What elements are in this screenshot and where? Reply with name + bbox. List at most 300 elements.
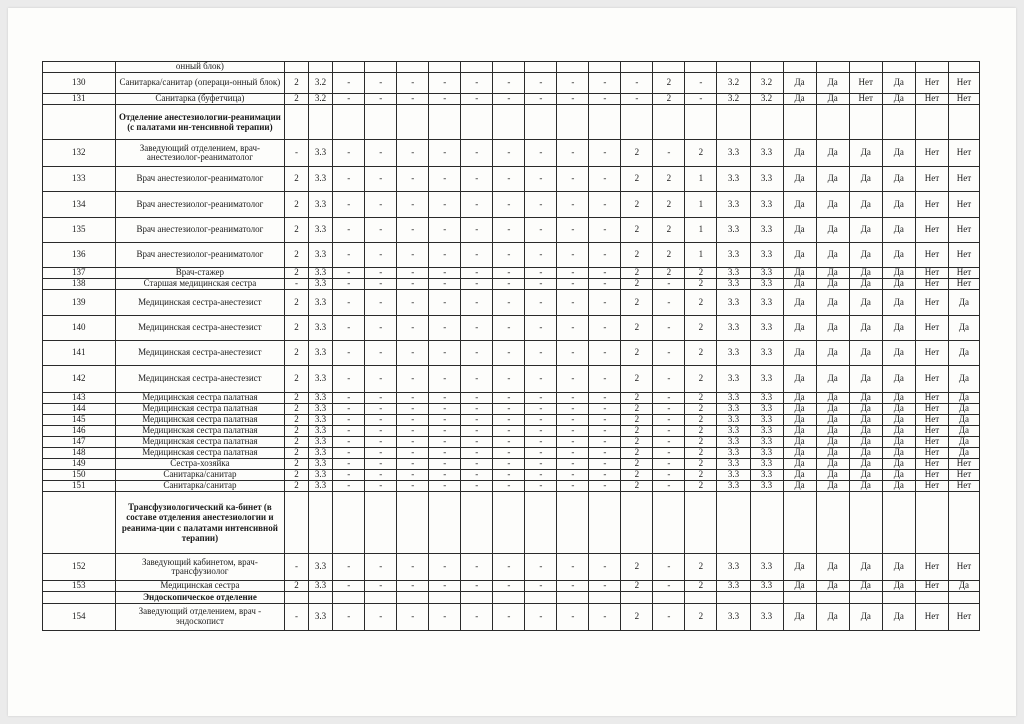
value-cell: -: [557, 448, 589, 459]
row-number: [43, 62, 116, 73]
table-row: [43, 404, 980, 415]
value-cell: -: [589, 366, 621, 393]
value-cell: [685, 492, 717, 554]
value-cell: 3.3: [750, 393, 783, 404]
value-cell: 2: [685, 459, 717, 470]
value-cell: [461, 105, 493, 140]
value-cell: -: [333, 290, 365, 316]
value-cell: -: [461, 393, 493, 404]
value-cell: -: [525, 268, 557, 279]
value-cell: [750, 492, 783, 554]
value-cell: -: [365, 94, 397, 105]
value-cell: -: [397, 393, 429, 404]
value-cell: Да: [882, 437, 915, 448]
value-cell: Да: [783, 268, 816, 279]
value-cell: -: [397, 192, 429, 218]
value-cell: -: [493, 603, 525, 630]
row-number: 146: [43, 426, 116, 437]
value-cell: -: [653, 448, 685, 459]
value-cell: -: [365, 603, 397, 630]
row-number: 147: [43, 437, 116, 448]
value-cell: 2: [685, 581, 717, 592]
value-cell: [948, 105, 979, 140]
value-cell: [915, 105, 948, 140]
value-cell: [750, 105, 783, 140]
value-cell: -: [557, 426, 589, 437]
value-cell: [685, 105, 717, 140]
value-cell: [429, 492, 461, 554]
value-cell: 2: [621, 404, 653, 415]
value-cell: -: [429, 459, 461, 470]
value-cell: -: [589, 243, 621, 268]
value-cell: [429, 105, 461, 140]
value-cell: -: [461, 415, 493, 426]
value-cell: -: [493, 481, 525, 492]
row-number: 143: [43, 393, 116, 404]
value-cell: -: [493, 448, 525, 459]
value-cell: 2: [685, 554, 717, 581]
value-cell: -: [397, 459, 429, 470]
value-cell: Нет: [915, 459, 948, 470]
table-row: [43, 243, 980, 268]
value-cell: Да: [882, 140, 915, 167]
row-number: 145: [43, 415, 116, 426]
value-cell: -: [397, 481, 429, 492]
value-cell: 3.3: [717, 459, 750, 470]
value-cell: -: [525, 316, 557, 341]
position-name: онный блок): [115, 62, 285, 73]
table-row: [43, 393, 980, 404]
value-cell: Да: [816, 243, 849, 268]
value-cell: [849, 62, 882, 73]
value-cell: [365, 62, 397, 73]
value-cell: -: [285, 279, 308, 290]
row-number: 142: [43, 366, 116, 393]
value-cell: -: [397, 448, 429, 459]
row-number: 141: [43, 341, 116, 366]
value-cell: -: [461, 603, 493, 630]
value-cell: -: [653, 140, 685, 167]
value-cell: -: [525, 218, 557, 243]
value-cell: -: [429, 218, 461, 243]
value-cell: 2: [285, 243, 308, 268]
value-cell: Да: [849, 167, 882, 192]
value-cell: [493, 105, 525, 140]
value-cell: Да: [816, 94, 849, 105]
section-title: Отделение анестезиологии-реанимации (с палатами ин-тенсивной терапии): [115, 105, 285, 140]
value-cell: Да: [816, 426, 849, 437]
value-cell: Да: [816, 218, 849, 243]
value-cell: Да: [849, 459, 882, 470]
row-number: 131: [43, 94, 116, 105]
value-cell: 3.3: [308, 268, 333, 279]
value-cell: Да: [783, 415, 816, 426]
value-cell: -: [653, 290, 685, 316]
value-cell: Нет: [915, 316, 948, 341]
value-cell: 2: [685, 140, 717, 167]
value-cell: -: [525, 437, 557, 448]
value-cell: -: [461, 73, 493, 94]
value-cell: Да: [783, 94, 816, 105]
value-cell: 3.3: [750, 415, 783, 426]
value-cell: -: [653, 366, 685, 393]
value-cell: 2: [621, 470, 653, 481]
value-cell: Да: [816, 167, 849, 192]
value-cell: -: [365, 366, 397, 393]
value-cell: -: [461, 448, 493, 459]
row-number: [43, 592, 116, 604]
value-cell: -: [525, 290, 557, 316]
table-row: [43, 437, 980, 448]
value-cell: -: [589, 290, 621, 316]
value-cell: [948, 592, 979, 604]
value-cell: 2: [685, 426, 717, 437]
value-cell: -: [397, 437, 429, 448]
value-cell: -: [429, 393, 461, 404]
value-cell: -: [429, 94, 461, 105]
value-cell: -: [333, 603, 365, 630]
value-cell: -: [333, 404, 365, 415]
value-cell: [882, 592, 915, 604]
value-cell: -: [557, 243, 589, 268]
value-cell: -: [333, 448, 365, 459]
value-cell: -: [429, 243, 461, 268]
value-cell: -: [365, 459, 397, 470]
value-cell: -: [397, 426, 429, 437]
value-cell: -: [653, 554, 685, 581]
table-row: [43, 73, 980, 94]
value-cell: [493, 492, 525, 554]
position-name: Врач анестезиолог-реаниматолог: [115, 243, 285, 268]
value-cell: [816, 105, 849, 140]
value-cell: [653, 62, 685, 73]
value-cell: -: [365, 268, 397, 279]
value-cell: 3.3: [308, 192, 333, 218]
value-cell: Да: [849, 192, 882, 218]
value-cell: Нет: [915, 366, 948, 393]
value-cell: [525, 492, 557, 554]
value-cell: [849, 105, 882, 140]
table-row: [43, 140, 980, 167]
value-cell: 2: [685, 437, 717, 448]
position-name: Медицинская сестра-анестезист: [115, 341, 285, 366]
value-cell: -: [429, 603, 461, 630]
value-cell: 3.3: [308, 279, 333, 290]
value-cell: -: [397, 554, 429, 581]
value-cell: 3.3: [750, 404, 783, 415]
value-cell: -: [557, 581, 589, 592]
value-cell: 2: [285, 268, 308, 279]
value-cell: Да: [849, 603, 882, 630]
value-cell: -: [397, 167, 429, 192]
value-cell: Нет: [948, 218, 979, 243]
value-cell: Нет: [948, 481, 979, 492]
value-cell: -: [397, 581, 429, 592]
value-cell: Да: [783, 603, 816, 630]
value-cell: Да: [882, 366, 915, 393]
value-cell: 3.3: [717, 243, 750, 268]
value-cell: -: [589, 448, 621, 459]
value-cell: -: [557, 341, 589, 366]
table-row: [43, 316, 980, 341]
value-cell: [653, 592, 685, 604]
value-cell: -: [557, 404, 589, 415]
value-cell: -: [365, 341, 397, 366]
value-cell: Да: [948, 448, 979, 459]
value-cell: 2: [685, 316, 717, 341]
value-cell: [816, 492, 849, 554]
value-cell: Нет: [948, 268, 979, 279]
value-cell: 2: [621, 279, 653, 290]
value-cell: 2: [621, 140, 653, 167]
value-cell: -: [461, 581, 493, 592]
value-cell: [915, 62, 948, 73]
value-cell: -: [525, 404, 557, 415]
value-cell: -: [429, 554, 461, 581]
value-cell: [365, 592, 397, 604]
value-cell: Да: [783, 481, 816, 492]
value-cell: [589, 105, 621, 140]
value-cell: -: [589, 603, 621, 630]
value-cell: 1: [685, 243, 717, 268]
value-cell: -: [525, 167, 557, 192]
value-cell: 2: [285, 393, 308, 404]
value-cell: Нет: [915, 268, 948, 279]
value-cell: Да: [849, 218, 882, 243]
value-cell: -: [285, 140, 308, 167]
value-cell: 2: [285, 581, 308, 592]
value-cell: 3.3: [308, 167, 333, 192]
value-cell: 3.2: [717, 73, 750, 94]
value-cell: 3.3: [308, 470, 333, 481]
value-cell: [783, 105, 816, 140]
value-cell: -: [653, 581, 685, 592]
value-cell: -: [525, 426, 557, 437]
value-cell: 3.3: [308, 448, 333, 459]
value-cell: -: [653, 415, 685, 426]
row-number: 148: [43, 448, 116, 459]
value-cell: Нет: [948, 192, 979, 218]
value-cell: Да: [948, 290, 979, 316]
value-cell: -: [397, 268, 429, 279]
value-cell: Да: [849, 581, 882, 592]
value-cell: 2: [685, 448, 717, 459]
value-cell: -: [333, 581, 365, 592]
value-cell: -: [461, 437, 493, 448]
value-cell: [750, 592, 783, 604]
value-cell: -: [397, 341, 429, 366]
value-cell: Да: [948, 316, 979, 341]
value-cell: -: [397, 279, 429, 290]
value-cell: 3.3: [717, 279, 750, 290]
position-name: Санитарка (буфетчица): [115, 94, 285, 105]
value-cell: -: [557, 268, 589, 279]
row-number: [43, 105, 116, 140]
value-cell: -: [429, 404, 461, 415]
value-cell: -: [333, 459, 365, 470]
row-number: 135: [43, 218, 116, 243]
row-number: 139: [43, 290, 116, 316]
table-row: [43, 167, 980, 192]
value-cell: -: [621, 73, 653, 94]
value-cell: -: [589, 341, 621, 366]
value-cell: 2: [685, 366, 717, 393]
value-cell: -: [557, 290, 589, 316]
value-cell: Нет: [915, 448, 948, 459]
value-cell: 3.3: [717, 603, 750, 630]
value-cell: 2: [285, 448, 308, 459]
value-cell: Да: [948, 404, 979, 415]
value-cell: -: [589, 268, 621, 279]
position-name: Врач анестезиолог-реаниматолог: [115, 167, 285, 192]
value-cell: -: [333, 341, 365, 366]
value-cell: Да: [948, 393, 979, 404]
value-cell: 3.3: [308, 437, 333, 448]
value-cell: Да: [816, 470, 849, 481]
value-cell: [429, 592, 461, 604]
value-cell: 2: [285, 316, 308, 341]
value-cell: Да: [882, 459, 915, 470]
position-name: Старшая медицинская сестра: [115, 279, 285, 290]
value-cell: 2: [285, 290, 308, 316]
value-cell: [717, 105, 750, 140]
value-cell: -: [557, 192, 589, 218]
value-cell: 3.3: [750, 581, 783, 592]
value-cell: Да: [783, 470, 816, 481]
value-cell: 3.3: [717, 167, 750, 192]
value-cell: 3.3: [750, 448, 783, 459]
value-cell: [285, 492, 308, 554]
value-cell: [948, 492, 979, 554]
value-cell: 3.3: [308, 140, 333, 167]
value-cell: Да: [849, 341, 882, 366]
value-cell: 1: [685, 218, 717, 243]
table-row: [43, 415, 980, 426]
value-cell: 3.2: [750, 94, 783, 105]
value-cell: -: [493, 437, 525, 448]
value-cell: -: [429, 437, 461, 448]
value-cell: Да: [816, 481, 849, 492]
value-cell: Нет: [915, 426, 948, 437]
value-cell: 3.2: [717, 94, 750, 105]
row-number: 153: [43, 581, 116, 592]
value-cell: Нет: [849, 73, 882, 94]
value-cell: [783, 492, 816, 554]
value-cell: [589, 62, 621, 73]
value-cell: 2: [285, 192, 308, 218]
value-cell: Да: [882, 470, 915, 481]
value-cell: -: [461, 290, 493, 316]
value-cell: -: [333, 268, 365, 279]
value-cell: [397, 105, 429, 140]
value-cell: Да: [783, 140, 816, 167]
value-cell: Да: [849, 448, 882, 459]
value-cell: [816, 62, 849, 73]
row-number: 136: [43, 243, 116, 268]
value-cell: Нет: [948, 73, 979, 94]
value-cell: Нет: [915, 470, 948, 481]
value-cell: 2: [285, 73, 308, 94]
value-cell: -: [461, 279, 493, 290]
value-cell: Да: [882, 73, 915, 94]
value-cell: 3.3: [717, 415, 750, 426]
value-cell: [397, 592, 429, 604]
value-cell: 3.3: [717, 581, 750, 592]
table-row: [43, 481, 980, 492]
value-cell: Нет: [915, 243, 948, 268]
value-cell: -: [333, 415, 365, 426]
value-cell: Да: [783, 448, 816, 459]
row-number: 151: [43, 481, 116, 492]
value-cell: -: [589, 437, 621, 448]
position-name: Медицинская сестра палатная: [115, 415, 285, 426]
value-cell: 2: [621, 426, 653, 437]
value-cell: 3.3: [308, 581, 333, 592]
value-cell: -: [557, 415, 589, 426]
value-cell: Нет: [915, 603, 948, 630]
value-cell: 3.3: [750, 481, 783, 492]
value-cell: 2: [285, 459, 308, 470]
value-cell: Да: [849, 279, 882, 290]
value-cell: -: [493, 470, 525, 481]
value-cell: -: [589, 554, 621, 581]
value-cell: 3.3: [750, 603, 783, 630]
value-cell: -: [365, 470, 397, 481]
position-name: Санитарка/санитар: [115, 470, 285, 481]
value-cell: 3.2: [308, 94, 333, 105]
value-cell: -: [557, 73, 589, 94]
value-cell: -: [429, 167, 461, 192]
value-cell: 3.3: [750, 316, 783, 341]
position-name: Медицинская сестра палатная: [115, 448, 285, 459]
value-cell: Да: [849, 140, 882, 167]
value-cell: 3.3: [308, 554, 333, 581]
value-cell: Да: [948, 366, 979, 393]
value-cell: -: [525, 459, 557, 470]
value-cell: 2: [621, 316, 653, 341]
value-cell: -: [365, 279, 397, 290]
value-cell: Нет: [948, 279, 979, 290]
section-row: [43, 592, 980, 604]
value-cell: -: [493, 268, 525, 279]
value-cell: [461, 592, 493, 604]
value-cell: [849, 492, 882, 554]
value-cell: -: [525, 603, 557, 630]
value-cell: -: [493, 192, 525, 218]
value-cell: -: [333, 243, 365, 268]
value-cell: -: [397, 140, 429, 167]
value-cell: [308, 492, 333, 554]
value-cell: 2: [685, 279, 717, 290]
value-cell: Да: [849, 470, 882, 481]
value-cell: 2: [621, 603, 653, 630]
position-name: Санитарка/санитар (операци-онный блок): [115, 73, 285, 94]
value-cell: -: [493, 167, 525, 192]
position-name: Заведующий кабинетом, врач-трансфузиолог: [115, 554, 285, 581]
value-cell: [525, 62, 557, 73]
value-cell: [717, 592, 750, 604]
value-cell: Да: [783, 218, 816, 243]
value-cell: Да: [783, 426, 816, 437]
value-cell: -: [429, 341, 461, 366]
value-cell: -: [397, 218, 429, 243]
value-cell: [653, 105, 685, 140]
value-cell: -: [461, 404, 493, 415]
table-row: [43, 603, 980, 630]
value-cell: -: [557, 554, 589, 581]
value-cell: -: [397, 470, 429, 481]
document-page: [8, 8, 1016, 716]
